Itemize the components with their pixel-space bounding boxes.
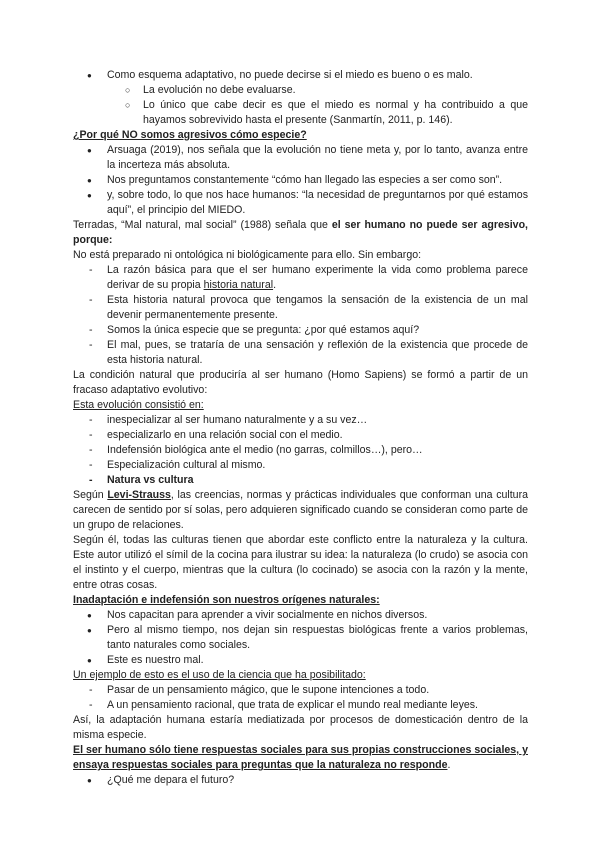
dash-item: - La razón básica para que el ser humano experimente la vida como problema parece derivar de su propia historia natural. [73,263,528,293]
paragraph: Terradas, “Mal natural, mal social” (1988) señala que el ser humano no puede ser agresivo, porque: [73,219,528,246]
dash-item: - Pasar de un pensamiento mágico, que le supone intenciones a todo. [73,683,528,698]
paragraph: Según Levi-Strauss, las creencias, normas y prácticas individuales que conforman una cultura carecen de sentido por sí solas, pero adquieren significado cuando se consideran como parte de un grupo de relaciones. [73,489,528,531]
paragraph: La condición natural que produciría al ser humano (Homo Sapiens) se formó a partir de un fracaso adaptativo evolutivo: [73,369,528,396]
dash-item: - Indefensión biológica ante el medio (no garras, colmillos…), pero… [73,443,528,458]
bullet-item: ● Nos preguntamos constantemente “cómo han llegado las especies a ser como son”. [73,173,528,188]
dash-item-heading: - Natura vs cultura [73,473,528,488]
bullet-item: ● Como esquema adaptativo, no puede decirse si el miedo es bueno o es malo. [73,68,528,83]
underlined-label: Esta evolución consistió en: [73,399,204,411]
section-heading: ¿Por qué NO somos agresivos cómo especie? [73,129,307,141]
paragraph: Así, la adaptación humana estaría mediatizada por procesos de domesticación dentro de la misma especie. [73,714,528,741]
underlined-label: Un ejemplo de esto es el uso de la ciencia que ha posibilitado: [73,669,366,681]
dash-item: - El mal, pues, se trataría de una sensación y reflexión de la existencia que procede de esta historia natural. [73,338,528,368]
dash-item: - especializarlo en una relación social con el medio. [73,428,528,443]
bullet-item: ● ¿Qué me depara el futuro? [73,773,528,788]
document-page [73,68,528,788]
dash-item: - inespecializar al ser humano naturalmente y a su vez… [73,413,528,428]
sub-bullet-item: ○ La evolución no debe evaluarse. [73,83,528,98]
sub-bullet-item: ○ Lo único que cabe decir es que el miedo es normal y ha contribuido a que hayamos sobrevivido hasta el presente (Sanmartín, 2011, p. 146). [73,98,528,128]
dash-item: - Especialización cultural al mismo. [73,458,528,473]
bullet-item: ● Este es nuestro mal. [73,653,528,668]
dash-item: - Somos la única especie que se pregunta: ¿por qué estamos aquí? [73,323,528,338]
dash-item: - Esta historia natural provoca que tengamos la sensación de la existencia de un mal devenir permanentemente presente. [73,293,528,323]
bullet-item: ● y, sobre todo, lo que nos hace humanos: “la necesidad de preguntarnos por qué estamos aquí”, el principio del MIEDO. [73,188,528,218]
section-heading: Inadaptación e indefensión son nuestros orígenes naturales: [73,594,380,606]
bullet-item: ● Arsuaga (2019), nos señala que la evolución no tiene meta y, por lo tanto, avanza entre la incerteza más absoluta. [73,143,528,173]
paragraph: Según él, todas las culturas tienen que abordar este conflicto entre la naturaleza y la cultura. Este autor utilizó el símil de la cocina para ilustrar su idea: la naturaleza (lo crudo) se asocia con el instinto y el cuerpo, mientras que la cultura (lo cocinado) se asocia con la razón y la mente, entre otras cosas. [73,534,528,591]
conclusion-heading: El ser humano sólo tiene respuestas sociales para sus propias construcciones sociales, y ensaya respuestas sociales para preguntas que la naturaleza no responde. [73,744,528,771]
paragraph: No está preparado ni ontológica ni biológicamente para ello. Sin embargo: [73,249,422,261]
bullet-item: ● Pero al mismo tiempo, nos dejan sin respuestas biológicas frente a varios problemas, tanto naturales como sociales. [73,623,528,653]
dash-item: - A un pensamiento racional, que trata de explicar el mundo real mediante leyes. [73,698,528,713]
bullet-item: ● Nos capacitan para aprender a vivir socialmente en nichos diversos. [73,608,528,623]
